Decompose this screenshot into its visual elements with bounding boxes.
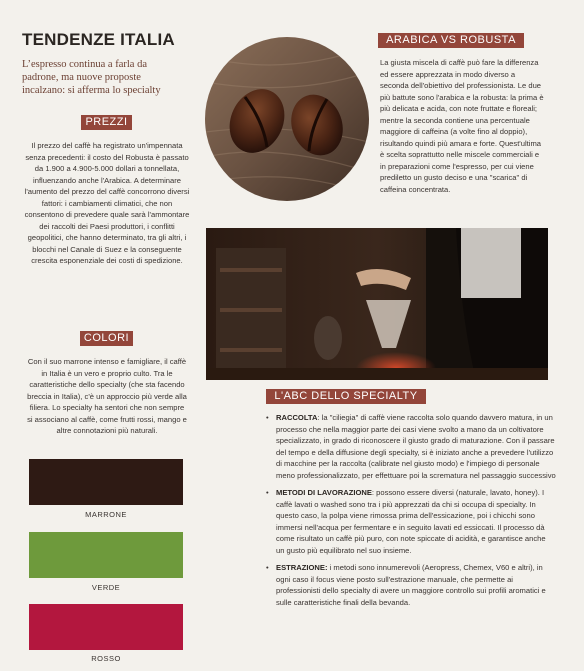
list-item bbox=[276, 487, 556, 556]
lead-paragraph: L’espresso continua a farla da padrone, ma nuove proposte incalzano: si afferma lo specialty bbox=[22, 59, 161, 96]
colori-heading: COLORI bbox=[80, 331, 133, 346]
abc-heading: L'ABC DELLO SPECIALTY bbox=[266, 389, 426, 404]
abc-list bbox=[266, 412, 556, 614]
coffee-beans-image bbox=[205, 37, 369, 201]
list-item bbox=[276, 562, 556, 608]
abc-text: : possono essere diversi (naturale, lavato, honey). I caffè lavati o washed sono tra i più apprezzati da chi si occupa di specialty. In questo caso, la polpa viene rimossa prima dell'essicazione, poi i chicchi sono immersi nell'acqua per fermentare e in seguito lavati ed essiccati. Il processo dà come risultato un caffè più puro, con note spiccate di acidità, e garantisce anche un gusto più equilibrato nel suo insieme. bbox=[276, 488, 546, 555]
abc-text: i metodi sono innumerevoli (Aeropress, Chemex, V60 e altri), in ogni caso il focus viene posto sull'estrazione manuale, che permette ai professionisti dello specialty di avere un maggiore controllo sui profili aromatici e sulle caratteristiche finali della bevanda. bbox=[276, 563, 546, 607]
swatch-label-verde: VERDE bbox=[91, 583, 121, 592]
list-item bbox=[276, 412, 556, 481]
abc-text: : la "ciliegia" di caffè viene raccolta solo quando davvero matura, in un processo che nella maggior parte dei casi viene svolto a mano da un coltivatore specializzato, in grado di riconoscere il giusto grado di maturazione. Con il passare del tempo e della diffusione degli specialty, si è iniziato anche a prevedere l'utilizzo di macchine per la raccolta (calibrate nel giusto modo) e l'impiego di personale meno professionalizzato, per effettuare poi la scrematura nel passaggio successivo bbox=[276, 413, 556, 480]
abc-term: METODI DI LAVORAZIONE bbox=[276, 488, 372, 497]
page-title: TENDENZE ITALIA bbox=[22, 30, 175, 49]
prezzi-heading: PREZZI bbox=[81, 115, 132, 130]
arabica-heading: ARABICA VS ROBUSTA bbox=[378, 33, 524, 48]
swatch-marrone bbox=[29, 459, 183, 505]
prezzi-text: Il prezzo del caffè ha registrato un'impennata senza precedenti: il costo del Robusta è passato da 1.900 a 4.900-5.000 dollari a tonnellata, influenzando anche l'Arabica. A determinare l'aumento del prezzo del caffè concorrono diversi fattori: i cambiamenti climatici, che non consentono di prevedere quale sarà l'ammontare dei raccolti dei Paesi produttori, i conflitti geopolitici, che hanno determinato, tra gli altri, i blocchi nel Canale di Suez e la conseguente crescita esponenziale dei costi di spedizione. bbox=[24, 141, 190, 265]
abc-term: RACCOLTA bbox=[276, 413, 318, 422]
barista-photo bbox=[206, 228, 548, 380]
swatch-label-rosso: ROSSO bbox=[91, 654, 121, 663]
swatch-verde bbox=[29, 532, 183, 578]
colori-text: Con il suo marrone intenso e famigliare, il caffè in Italia è un vero e proprio culto. Tra le caratteristiche dello specialty (che sta facendo breccia in Italia), c'è un approccio più verde alla filiera. Lo specialty ha sentori che non sempre si associano al caffè, come frutti rossi, mango e altre connotazioni più naturali. bbox=[27, 357, 187, 435]
abc-term: ESTRAZIONE: bbox=[276, 563, 328, 572]
swatch-rosso bbox=[29, 604, 183, 650]
swatch-label-marrone: MARRONE bbox=[85, 510, 127, 519]
arabica-text: La giusta miscela di caffè può fare la differenza ed essere apprezzata in modo diverso a seconda dell'obiettivo del professionista. Le due più battute sono l'arabica e la robusta: la prima è più delicata e acida, con note fruttate e floreali; mentre la seconda contiene una percentuale maggiore di caffeina (a volte fino al doppio), risultando quindi più amara e forte. Quest'ultima è scelta soprattutto nelle miscele commerciali e in preparazioni come l'espresso, per cui viene prediletto un gusto deciso e una "scarica" di caffeina concentrata. bbox=[380, 58, 544, 194]
